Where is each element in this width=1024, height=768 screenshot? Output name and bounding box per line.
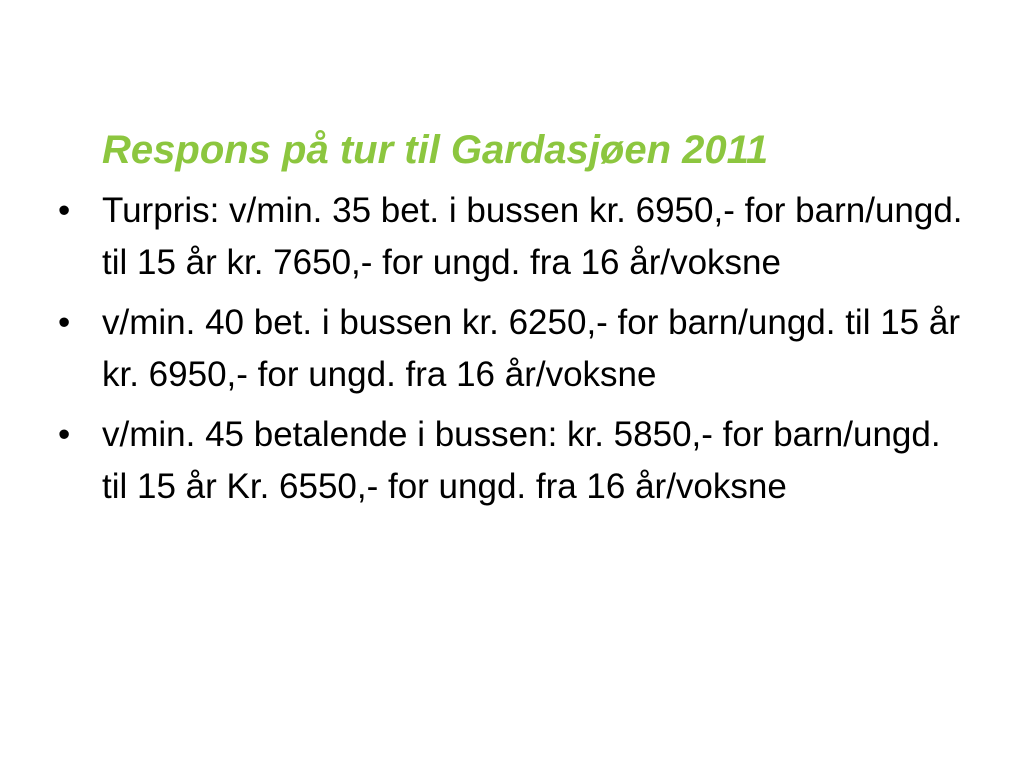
- bullet-item: [58, 297, 970, 401]
- bullet-list: [58, 185, 970, 521]
- bullet-item: [58, 409, 970, 513]
- bullet-text: v/min. 40 bet. i bussen kr. 6250,- for barn/ungd. til 15 år kr. 6950,- for ungd. fra 16 år/voksne: [102, 303, 960, 394]
- bullet-icon: •: [58, 191, 71, 230]
- bullet-text: v/min. 45 betalende i bussen: kr. 5850,- for barn/ungd. til 15 år Kr. 6550,- for ungd. fra 16 år/voksne: [102, 415, 941, 506]
- slide-title: Respons på tur til Gardasjøen 2011: [102, 128, 769, 172]
- bullet-text: Turpris: v/min. 35 bet. i bussen kr. 6950,- for barn/ungd. til 15 år kr. 7650,- for ungd. fra 16 år/voksne: [102, 191, 963, 282]
- bullet-icon: •: [58, 415, 71, 454]
- bullet-item: [58, 185, 970, 289]
- bullet-icon: •: [58, 303, 71, 342]
